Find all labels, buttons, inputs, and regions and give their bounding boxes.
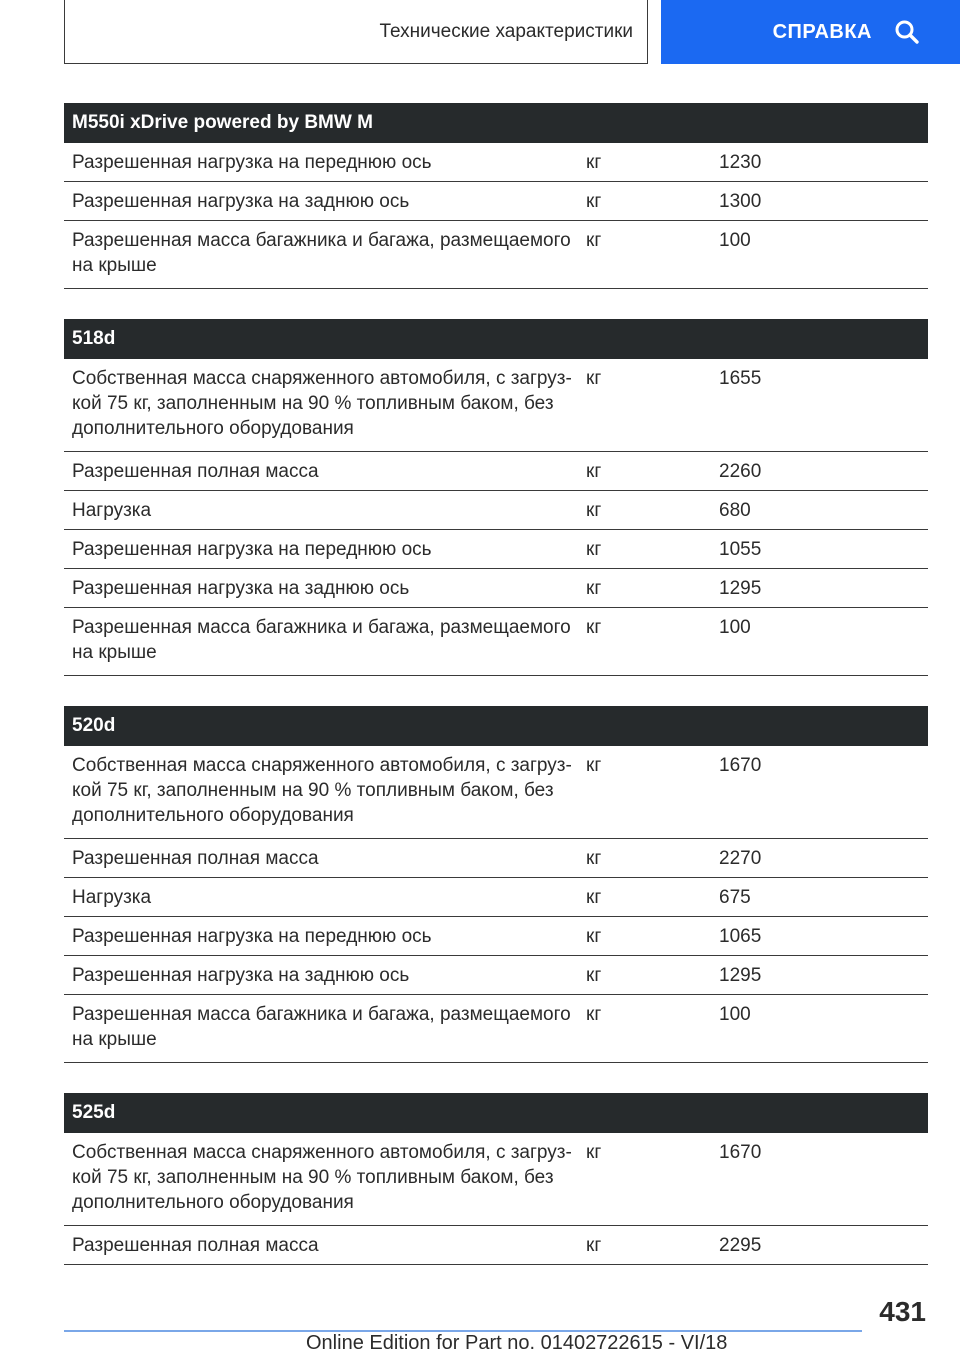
- table-row: [64, 1133, 928, 1226]
- table-row: [64, 608, 928, 676]
- help-button[interactable]: [661, 0, 960, 64]
- row-unit: кг: [586, 617, 602, 638]
- row-label: Разрешенная полная масса: [72, 461, 319, 482]
- row-value: 2295: [719, 1235, 762, 1256]
- row-label: Разрешенная масса багажника и багажа, размещаемого на крыше: [72, 1004, 571, 1050]
- table-row: [64, 878, 928, 917]
- row-unit: кг: [586, 887, 602, 908]
- section-title: Технические характеристики: [379, 20, 633, 42]
- row-unit: кг: [586, 578, 602, 599]
- row-label: Разрешенная нагрузка на переднюю ось: [72, 539, 432, 560]
- row-value: 1230: [719, 152, 762, 173]
- row-value: 1655: [719, 368, 762, 389]
- table-row: [64, 491, 928, 530]
- row-unit: кг: [586, 1235, 602, 1256]
- row-value: 680: [719, 500, 751, 521]
- row-value: 100: [719, 230, 751, 251]
- table-row: [64, 530, 928, 569]
- row-label: Разрешенная нагрузка на переднюю ось: [72, 152, 432, 173]
- table-row: [64, 452, 928, 491]
- row-unit: кг: [586, 848, 602, 869]
- spec-table: [64, 1093, 928, 1265]
- table-row: [64, 569, 928, 608]
- row-unit: кг: [586, 1142, 602, 1163]
- spec-table: [64, 319, 928, 676]
- row-unit: кг: [586, 965, 602, 986]
- table-row: [64, 839, 928, 878]
- row-label: Нагрузка: [72, 887, 152, 908]
- row-unit: кг: [586, 461, 602, 482]
- row-label: Собственная масса снаряженного автомобиля, с загруз-кой 75 кг, заполненным на 90 % топливным баком, без дополнительного оборудования: [72, 368, 572, 439]
- row-unit: кг: [586, 539, 602, 560]
- row-unit: кг: [586, 230, 602, 251]
- row-value: 1065: [719, 926, 762, 947]
- row-unit: кг: [586, 191, 602, 212]
- table-title: 518d: [64, 319, 928, 359]
- row-label: Нагрузка: [72, 500, 152, 521]
- row-unit: кг: [586, 1004, 602, 1025]
- row-value: 1295: [719, 965, 762, 986]
- section-title-tab[interactable]: [64, 0, 648, 64]
- row-label: Разрешенная нагрузка на заднюю ось: [72, 191, 410, 212]
- table-title: 520d: [64, 706, 928, 746]
- row-value: 2270: [719, 848, 762, 869]
- row-value: 2260: [719, 461, 762, 482]
- table-row: [64, 143, 928, 182]
- search-icon: [894, 19, 920, 45]
- edition-info: Online Edition for Part no. 01402722615 - VI/18: [306, 1332, 728, 1354]
- table-row: [64, 746, 928, 839]
- table-row: [64, 359, 928, 452]
- row-value: 1300: [719, 191, 762, 212]
- table-row: [64, 1226, 928, 1265]
- row-unit: кг: [586, 926, 602, 947]
- row-label: Разрешенная полная масса: [72, 848, 319, 869]
- row-value: 100: [719, 617, 751, 638]
- row-value: 675: [719, 887, 751, 908]
- spec-table: [64, 706, 928, 1063]
- row-value: 1670: [719, 755, 762, 776]
- row-label: Разрешенная масса багажника и багажа, размещаемого на крыше: [72, 230, 571, 276]
- row-label: Разрешенная нагрузка на заднюю ось: [72, 965, 410, 986]
- row-value: 1295: [719, 578, 762, 599]
- spec-table: [64, 103, 928, 289]
- row-label: Собственная масса снаряженного автомобиля, с загруз-кой 75 кг, заполненным на 90 % топливным баком, без дополнительного оборудования: [72, 755, 572, 826]
- row-unit: кг: [586, 152, 602, 173]
- row-value: 100: [719, 1004, 751, 1025]
- row-label: Разрешенная нагрузка на переднюю ось: [72, 926, 432, 947]
- table-row: [64, 995, 928, 1063]
- table-row: [64, 221, 928, 289]
- table-title: 525d: [64, 1093, 928, 1133]
- row-value: 1055: [719, 539, 762, 560]
- table-row: [64, 182, 928, 221]
- row-label: Разрешенная полная масса: [72, 1235, 319, 1256]
- table-row: [64, 917, 928, 956]
- row-label: Разрешенная масса багажника и багажа, размещаемого на крыше: [72, 617, 571, 663]
- row-value: 1670: [719, 1142, 762, 1163]
- table-title: M550i xDrive powered by BMW M: [64, 103, 928, 143]
- row-unit: кг: [586, 755, 602, 776]
- spec-tables: [64, 103, 928, 1295]
- row-label: Собственная масса снаряженного автомобиля, с загруз-кой 75 кг, заполненным на 90 % топливным баком, без дополнительного оборудования: [72, 1142, 572, 1213]
- help-button-label: СПРАВКА: [772, 20, 872, 43]
- table-row: [64, 956, 928, 995]
- row-unit: кг: [586, 368, 602, 389]
- page-number: 431: [879, 1296, 926, 1327]
- row-unit: кг: [586, 500, 602, 521]
- row-label: Разрешенная нагрузка на заднюю ось: [72, 578, 410, 599]
